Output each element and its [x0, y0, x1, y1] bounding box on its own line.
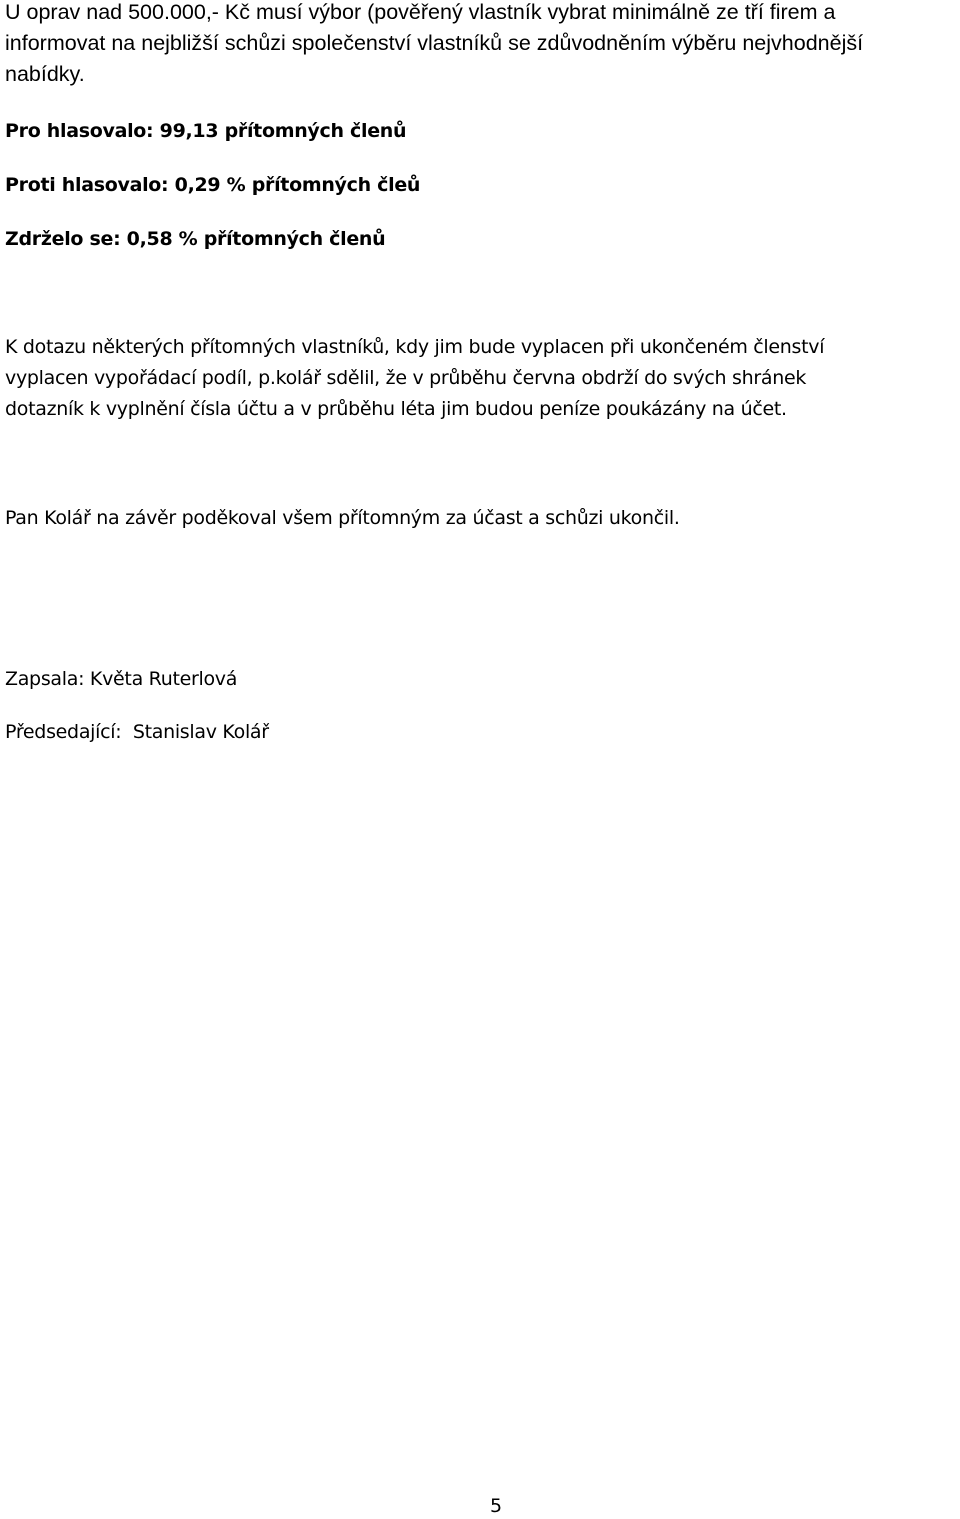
closing-statement: Pan Kolář na závěr poděkoval všem přítomným za účast a schůzi ukončil. — [5, 507, 680, 529]
chair-line: Předsedající: Stanislav Kolář — [5, 721, 269, 743]
query-line: K dotazu některých přítomných vlastníků, kdy jim bude vyplacen při ukončeném členství — [5, 336, 825, 358]
query-line: dotazník k vyplnění čísla účtu a v průběhu léta jim budou peníze poukázány na účet. — [5, 398, 787, 420]
query-line: vyplacen vypořádací podíl, p.kolář sdělil, že v průběhu června obdrží do svých shránek — [5, 367, 807, 389]
intro-line: informovat na nejbližší schůzi společenství vlastníků se zdůvodněním výběru nejvhodnější — [5, 31, 864, 55]
votes-against: Proti hlasovalo: 0,29 % přítomných čleů — [5, 174, 421, 196]
recorder-line: Zapsala: Květa Ruterlová — [5, 668, 238, 690]
votes-abstained: Zdrželo se: 0,58 % přítomných členů — [5, 228, 386, 250]
intro-line: U oprav nad 500.000,- Kč musí výbor (pověřený vlastník vybrat minimálně ze tří firem a — [5, 0, 836, 24]
intro-line: nabídky. — [5, 62, 85, 86]
votes-for: Pro hlasovalo: 99,13 přítomných členů — [5, 120, 407, 142]
page-number: 5 — [490, 1495, 503, 1517]
